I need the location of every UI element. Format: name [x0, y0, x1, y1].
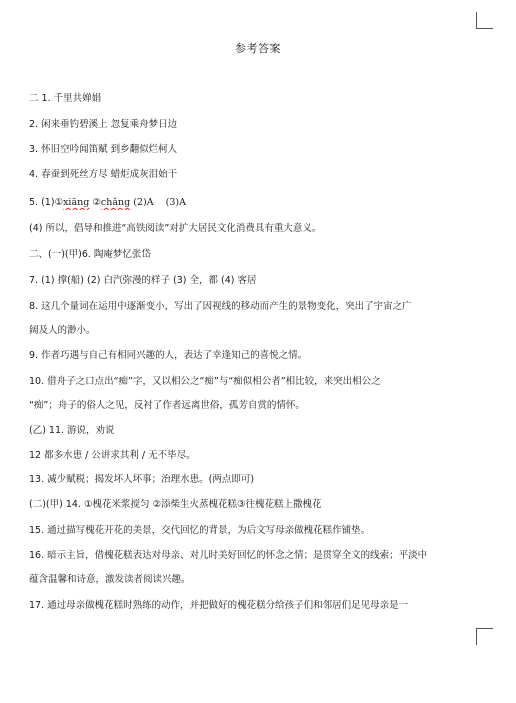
- answer-line: 2. 闲来垂钓碧溪上 忽复乘舟梦日边: [29, 119, 178, 130]
- answer-line: 二、(一)(甲)6. 陶庵梦忆张岱: [29, 249, 151, 260]
- answer-line: 4. 春蚕到死丝方尽 蜡炬成灰泪始干: [29, 169, 178, 180]
- crop-mark-top-right: [476, 12, 493, 29]
- answer-line: “痴”；舟子的俗人之见，反衬了作者远离世俗，孤芳自赏的情怀。: [29, 400, 305, 411]
- answer-line: 12 都多水患 / 公讲求其利 / 无不毕尽。: [29, 450, 196, 461]
- answer-line: 7. (1) 撑(船) (2) 白汽弥漫的样子 (3) 全，都 (4) 客居: [29, 275, 257, 286]
- answer-line: 10. 借舟子之口点出“痴”字，又以相公之“痴”与“痴似相公者”相比较，来突出相公之: [29, 376, 381, 387]
- answer-line: 9. 作者巧遇与自己有相同兴趣的人，表达了幸逢知己的喜悦之情。: [29, 350, 308, 361]
- answer-line: 蕴含温馨和诗意，激发读者阅读兴趣。: [29, 574, 191, 585]
- q5-mark-2: ②: [92, 197, 101, 208]
- pinyin-chang: chǎng: [100, 197, 131, 208]
- q5-prefix: 5. (1): [29, 197, 55, 208]
- q5-mark-1: ①: [54, 197, 64, 208]
- answer-line: 13. 减少赋税；揭发坏人坏事；治理水患。(两点即可): [29, 474, 255, 485]
- answer-line: 8. 这几个量词在运用中逐渐变小，写出了因视线的移动而产生的景物变化，突出了宇宙之广: [29, 301, 412, 312]
- crop-mark-bottom-right: [476, 628, 493, 645]
- answer-line: 17. 通过母亲做槐花糕时熟练的动作，并把做好的槐花糕分给孩子们和邻居们足见母亲是一: [29, 600, 409, 611]
- answer-line: (二)(甲) 14. ①槐花米浆搅匀 ②添柴生火蒸槐花糕③往槐花糕上撒槐花: [29, 499, 322, 510]
- pinyin-xiang: xiāng: [63, 197, 90, 208]
- answer-line: (4) 所以，倡导和推进“高铁阅读”对扩大居民文化消费具有重大意义。: [29, 223, 322, 234]
- answer-line: 阔及人的渺小。: [29, 325, 96, 336]
- page-title: 参考答案: [235, 42, 281, 55]
- answer-line: 15. 通过描写槐花开花的美景，交代回忆的背景，为后文写母亲做槐花糕作铺垫。: [29, 525, 371, 536]
- answer-line: 16. 暗示主旨，借槐花糕表达对母亲、对儿时美好回忆的怀念之情；是贯穿全文的线索；平淡中: [29, 550, 428, 561]
- q5-part-2: (2)A: [133, 197, 154, 208]
- answer-line: 3. 怀旧空吟闻笛赋 到乡翻似烂柯人: [29, 144, 178, 155]
- q5-part-3: (3)A: [165, 197, 186, 208]
- answer-line-q5: [29, 196, 481, 210]
- answer-line: (乙) 11. 游说，劝说: [29, 425, 115, 436]
- answer-line: 二 1. 千里共婵娟: [29, 93, 102, 104]
